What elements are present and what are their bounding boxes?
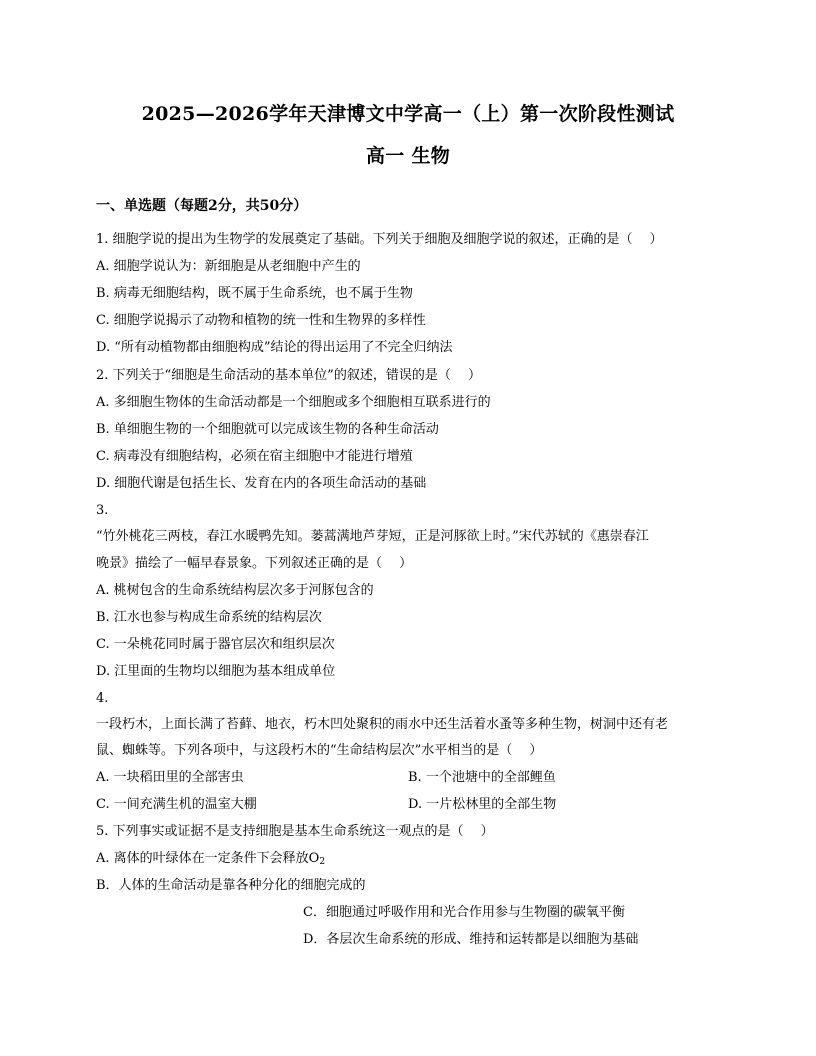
q2-option-b: B. 单细胞生物的一个细胞就可以完成该生物的各种生命活动	[96, 422, 439, 437]
q4-stem-line1: 一段朽木，上面长满了苔藓、地衣，朽木凹处聚积的雨水中还生活着水蚤等多种生物，树洞中还有老	[96, 717, 669, 732]
q5-stem: 5. 下列事实或证据不是支持细胞是基本生命系统这一观点的是（ ）	[96, 824, 494, 839]
q3-option-d: D. 江里面的生物均以细胞为基本组成单位	[96, 664, 336, 679]
q5-option-a-text: A. 离体的叶绿体在一定条件下会释放O	[96, 851, 320, 866]
q4-number: 4.	[96, 691, 109, 706]
q5-option-a-subscript: 2	[319, 857, 326, 867]
q5-option-a	[96, 850, 325, 871]
q5-option-b: B．人体的生命活动是靠各种分化的细胞完成的	[96, 878, 366, 893]
q1-stem: 1. 细胞学说的提出为生物学的发展奠定了基础。下列关于细胞及细胞学说的叙述，正确的是（ ）	[96, 232, 663, 247]
q1-option-d: D. “所有动植物都由细胞构成”结论的得出运用了不完全归纳法	[96, 340, 453, 355]
q3-option-b: B. 江水也参与构成生命系统的结构层次	[96, 610, 322, 625]
q3-option-c: C. 一朵桃花同时属于器官层次和组织层次	[96, 637, 335, 652]
q2-option-c: C. 病毒没有细胞结构，必须在宿主细胞中才能进行增殖	[96, 449, 413, 464]
q3-number: 3.	[96, 503, 109, 518]
exam-title: 2025—2026学年天津博文中学高一（上）第一次阶段性测试	[141, 103, 675, 125]
q1-option-b: B. 病毒无细胞结构，既不属于生命系统，也不属于生物	[96, 286, 413, 301]
q4-stem-line2: 鼠、蜘蛛等。下列各项中，与这段朽木的“生命结构层次”水平相当的是（ ）	[96, 743, 543, 758]
q5-option-c: C．细胞通过呼吸作用和光合作用参与生物圈的碳氧平衡	[303, 905, 625, 920]
q1-option-c: C. 细胞学说揭示了动物和植物的统一性和生物界的多样性	[96, 313, 426, 328]
q3-stem-line1: “竹外桃花三两枝，春江水暖鸭先知。蒌蒿满地芦芽短，正是河豚欲上时。”宋代苏轼的《惠崇春江	[96, 529, 649, 544]
q4-option-b: B. 一个池塘中的全部鲤鱼	[408, 770, 556, 785]
q4-option-c: C. 一间充满生机的温室大棚	[96, 797, 257, 812]
q3-stem-line2: 晚景》描绘了一幅早春景象。下列叙述正确的是（ ）	[96, 556, 413, 571]
q2-option-d: D. 细胞代谢是包括生长、发育在内的各项生命活动的基础	[96, 476, 427, 491]
q1-option-a: A. 细胞学说认为：新细胞是从老细胞中产生的	[96, 259, 361, 274]
section-heading: 一、单选题（每题2分，共50分）	[96, 198, 308, 214]
q4-option-d: D. 一片松林里的全部生物	[408, 797, 557, 812]
exam-subtitle: 高一 生物	[365, 145, 451, 167]
q2-option-a: A. 多细胞生物体的生命活动都是一个细胞或多个细胞相互联系进行的	[96, 395, 491, 410]
q5-option-d: D．各层次生命系统的形成、维持和运转都是以细胞为基础	[303, 932, 639, 947]
q4-option-a: A. 一块稻田里的全部害虫	[96, 770, 244, 785]
q2-stem: 2. 下列关于“细胞是生命活动的基本单位”的叙述，错误的是（ ）	[96, 368, 481, 383]
q3-option-a: A. 桃树包含的生命系统结构层次多于河豚包含的	[96, 583, 374, 598]
